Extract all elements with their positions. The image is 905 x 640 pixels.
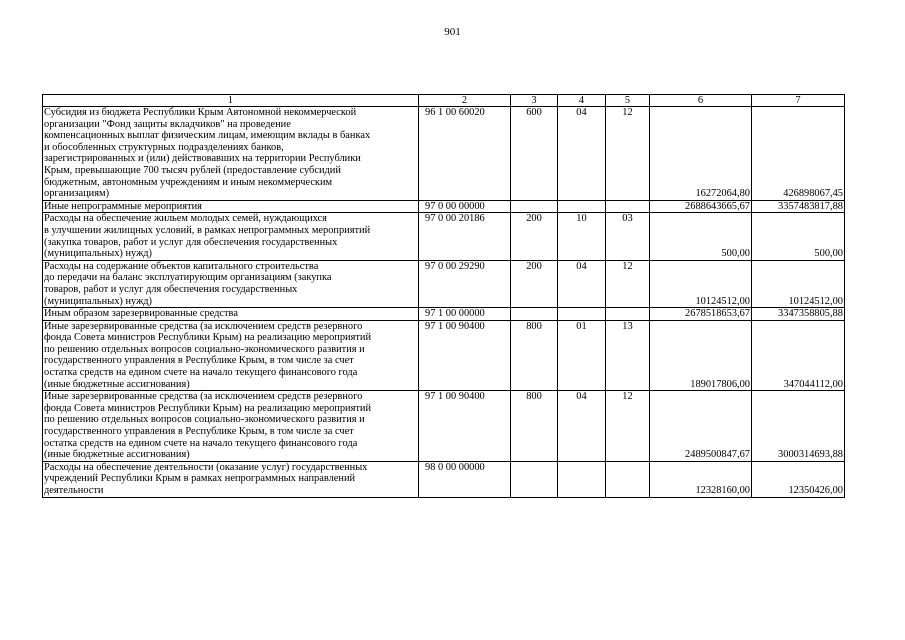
row-sum-1: 16272064,80 [650,107,752,201]
row-sum-2: 3000314693,88 [752,391,845,462]
row-target-article: 97 1 00 90400 [419,391,511,462]
header-cell-1: 1 [43,95,419,107]
row-sum-2: 3357483817,88 [752,200,845,213]
header-cell-5: 5 [606,95,650,107]
row-section: 04 [558,107,606,201]
table-row [43,213,845,260]
row-subsection [606,200,650,213]
header-cell-3: 3 [511,95,558,107]
row-target-article: 97 1 00 00000 [419,308,511,321]
row-section [558,200,606,213]
table-row [43,320,845,391]
row-expense-type [511,308,558,321]
table-header-row [43,95,845,107]
page-number: 901 [444,26,461,38]
row-sum-1: 2688643665,67 [650,200,752,213]
row-sum-1: 189017806,00 [650,320,752,391]
row-target-article: 96 1 00 60020 [419,107,511,201]
row-expense-type: 200 [511,260,558,307]
budget-table [42,94,845,498]
row-section: 04 [558,391,606,462]
row-name: Расходы на обеспечение жильем молодых семей, нуждающихся в улучшении жилищных условий, в рамках непрограммных мероприятий (закупка товаров, работ и услуг для обеспечения государственных (муниципальных) нужд) [43,213,419,260]
table-row [43,461,845,497]
row-expense-type: 200 [511,213,558,260]
row-sum-1: 2678518653,67 [650,308,752,321]
row-subsection: 12 [606,260,650,307]
row-target-article: 97 0 00 29290 [419,260,511,307]
row-name: Расходы на обеспечение деятельности (оказание услуг) государственных учреждений Республики Крым в рамках непрограммных направлений деятельности [43,461,419,497]
row-section [558,461,606,497]
row-subsection: 03 [606,213,650,260]
row-name: Иным образом зарезервированные средства [43,308,419,321]
row-expense-type: 600 [511,107,558,201]
row-sum-1: 12328160,00 [650,461,752,497]
header-cell-4: 4 [558,95,606,107]
row-target-article: 98 0 00 00000 [419,461,511,497]
row-expense-type [511,461,558,497]
table-row [43,391,845,462]
row-sum-2: 12350426,00 [752,461,845,497]
header-cell-7: 7 [752,95,845,107]
row-section: 01 [558,320,606,391]
row-section [558,308,606,321]
row-target-article: 97 0 00 20186 [419,213,511,260]
row-sum-1: 500,00 [650,213,752,260]
table-row [43,260,845,307]
row-sum-2: 500,00 [752,213,845,260]
row-target-article: 97 1 00 90400 [419,320,511,391]
row-name: Иные зарезервированные средства (за исключением средств резервного фонда Совета министров Республики Крым) на реализацию мероприятий по решению отдельных вопросов социально-экономического развития и государственного управления в Республике Крым, в том числе за счет остатка средств на едином счете на начало текущего финансового года (иные бюджетные ассигнования) [43,320,419,391]
row-sum-2: 3347358805,88 [752,308,845,321]
header-cell-6: 6 [650,95,752,107]
row-subsection [606,308,650,321]
row-expense-type: 800 [511,391,558,462]
table-row [43,308,845,321]
row-subsection: 13 [606,320,650,391]
row-subsection: 12 [606,391,650,462]
table-row [43,107,845,201]
row-section: 04 [558,260,606,307]
row-sum-1: 2489500847,67 [650,391,752,462]
row-sum-1: 10124512,00 [650,260,752,307]
row-sum-2: 426898067,45 [752,107,845,201]
row-name: Иные зарезервированные средства (за исключением средств резервного фонда Совета министров Республики Крым) на реализацию мероприятий по решению отдельных вопросов социально-экономического развития и государственного управления в Республике Крым, в том числе за счет остатка средств на едином счете на начало текущего финансового года (иные бюджетные ассигнования) [43,391,419,462]
row-target-article: 97 0 00 00000 [419,200,511,213]
row-expense-type: 800 [511,320,558,391]
row-sum-2: 347044112,00 [752,320,845,391]
row-name: Субсидия из бюджета Республики Крым Автономной некоммерческой организации "Фонд защиты вкладчиков" на проведение компенсационных выплат физическим лицам, имеющим вклады в банках и обособленных структурных подразделениях банков, зарегистрированных и (или) действовавших на территории Республики Крым, превышающие 700 тысяч рублей (предоставление субсидий бюджетным, автономным учреждениям и иным некоммерческим организациям) [43,107,419,201]
row-subsection: 12 [606,107,650,201]
table-row [43,200,845,213]
header-cell-2: 2 [419,95,511,107]
row-subsection [606,461,650,497]
row-name: Расходы на содержание объектов капитального строительства до передачи на баланс эксплуатирующим организациям (закупка товаров, работ и услуг для обеспечения государственных (муниципальных) нужд) [43,260,419,307]
row-name: Иные непрограммные мероприятия [43,200,419,213]
row-section: 10 [558,213,606,260]
row-sum-2: 10124512,00 [752,260,845,307]
row-expense-type [511,200,558,213]
